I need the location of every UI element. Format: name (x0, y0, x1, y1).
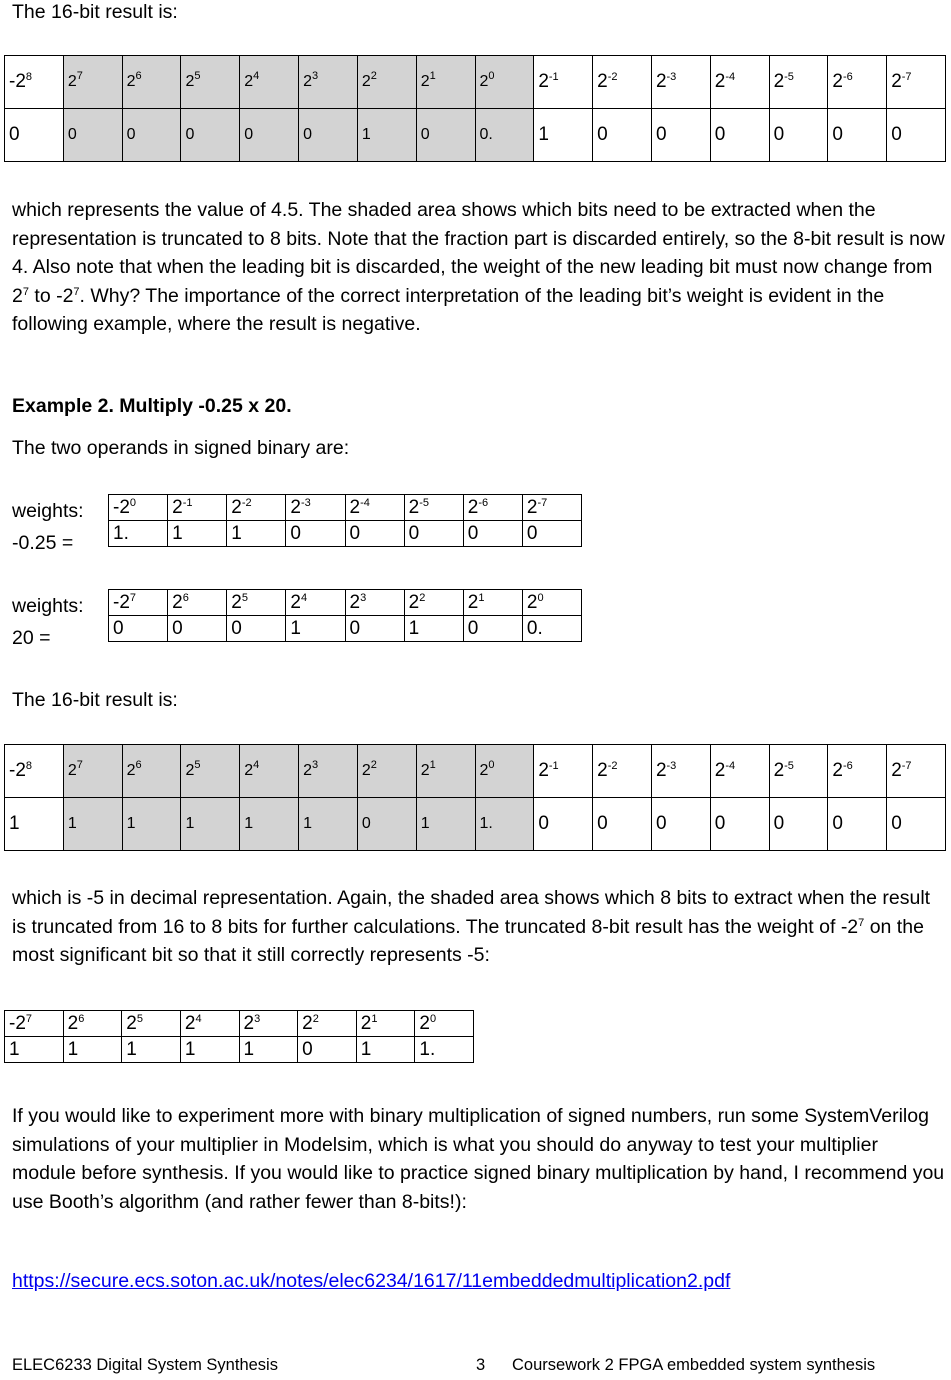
weight-cell (298, 1011, 357, 1037)
operand2-weights-label: weights: (12, 595, 84, 617)
weight-exponent: 3 (311, 70, 319, 82)
operands-intro: The two operands in signed binary are: (12, 437, 350, 459)
bit-value-cell: 0 (887, 109, 946, 162)
weight-base: -2 (9, 1012, 26, 1034)
weight-base: 2 (185, 73, 195, 90)
weight-exponent: 5 (241, 591, 248, 604)
weight-base: 2 (67, 762, 77, 779)
weight-exponent: -1 (548, 760, 559, 772)
weight-cell (227, 590, 286, 616)
weight-base: 2 (172, 496, 183, 518)
weight-base: 2 (303, 73, 312, 90)
weight-base: 2 (479, 73, 489, 90)
weight-cell (404, 495, 463, 521)
weight-exponent: 2 (370, 759, 377, 771)
weight-exponent: 6 (135, 70, 142, 82)
weight-cell (463, 590, 522, 616)
footer-page-number: 3 (476, 1356, 486, 1374)
bit-value-cell: 1 (63, 798, 122, 851)
bit-value-cell: 0 (887, 798, 946, 851)
bit-value-cell: 0 (122, 109, 181, 162)
weight-base: 2 (479, 762, 489, 779)
weight-cell (415, 1011, 474, 1037)
operand1-value-label: -0.25 = (12, 532, 74, 554)
weights-row (5, 1011, 474, 1037)
weight-exponent: 0 (488, 70, 495, 82)
weight-base: 2 (349, 496, 361, 518)
bit-value-cell: 0 (181, 109, 240, 162)
weight-cell (109, 495, 168, 521)
weight-base: -2 (113, 496, 130, 518)
weight-cell (475, 56, 534, 109)
weight-cell (534, 56, 593, 109)
weight-base: 2 (408, 591, 420, 613)
bit-value-cell: 1 (122, 1037, 181, 1063)
bit-value-cell: 0 (593, 109, 652, 162)
weight-exponent: 7 (129, 591, 137, 604)
weight-base: 2 (419, 1012, 430, 1034)
bit-value-cell: 0 (828, 798, 887, 851)
weight-base: 2 (349, 591, 361, 613)
weight-exponent: -7 (901, 71, 912, 83)
weight-exponent: 4 (195, 1012, 202, 1025)
weight-base: 2 (231, 496, 242, 518)
weight-base: 2 (231, 591, 242, 613)
bit-value-cell: 0 (345, 521, 404, 547)
weight-exponent: -6 (478, 496, 489, 509)
weight-exponent: -5 (784, 71, 794, 83)
bit-value-cell: 1 (534, 109, 593, 162)
weight-exponent: -5 (784, 760, 794, 772)
weight-base: 2 (185, 762, 195, 779)
weight-cell (63, 745, 122, 798)
bit-value-cell: 0 (240, 109, 299, 162)
weight-exponent: 2 (370, 70, 377, 82)
weight-base: 2 (832, 71, 843, 92)
weight-base: 2 (526, 496, 538, 518)
weight-cell (181, 56, 240, 109)
bit-value-cell: 1 (286, 616, 345, 642)
weight-cell (357, 745, 416, 798)
weight-cell (769, 745, 828, 798)
bit-value-cell: 1 (240, 798, 299, 851)
weight-cell (240, 56, 299, 109)
bit-value-cell: 1 (5, 798, 64, 851)
weight-base: 2 (290, 591, 301, 613)
weight-exponent: -6 (842, 760, 853, 772)
weight-cell (286, 590, 345, 616)
weight-exponent: 6 (135, 759, 142, 771)
weights-row (109, 590, 582, 616)
weight-cell (593, 56, 652, 109)
bit-value-cell: 0 (651, 109, 710, 162)
paragraph-truncation-explanation: which represents the value of 4.5. The shaded area shows which bits need to be extracted when the representation is truncated to 8 bits. Note that the fraction part is discarded entirely, so the 8-bit result is now 4. Also note that when the leading bit is discarded, the weight of the new leading bit must now change from $2^7$ to $-2^7$. Why? The importance of the correct interpretation of the leading bit’s weight is evident in the following example, where the result is negative. (12, 199, 945, 335)
weight-exponent: -4 (725, 760, 736, 772)
bit-value-cell: 1 (168, 521, 227, 547)
weight-exponent: 8 (25, 760, 33, 772)
weight-exponent: -4 (725, 71, 736, 83)
weight-base: 2 (538, 71, 549, 92)
weight-base: 2 (244, 73, 254, 90)
weight-cell (416, 745, 475, 798)
weight-exponent: 4 (253, 70, 260, 82)
bit-value-cell: 0 (710, 109, 769, 162)
bit-value-cell: 0 (109, 616, 168, 642)
bit-value-cell: 0 (5, 109, 64, 162)
bit-value-cell: 0 (404, 521, 463, 547)
weight-exponent: 8 (25, 71, 33, 83)
weight-exponent: 3 (360, 591, 367, 604)
weight-base: 2 (302, 1012, 313, 1034)
weight-exponent: -3 (666, 71, 677, 83)
weight-base: 2 (891, 760, 902, 781)
values-row (5, 798, 946, 851)
weight-cell (227, 495, 286, 521)
weight-cell (710, 745, 769, 798)
weight-exponent: -2 (607, 71, 618, 83)
weight-cell (887, 56, 946, 109)
operand1-table (108, 494, 582, 547)
weights-row (5, 745, 946, 798)
weight-exponent: 1 (478, 591, 485, 604)
weight-exponent: 7 (25, 1012, 33, 1025)
bit-value-cell: 1 (5, 1037, 64, 1063)
weight-cell (522, 590, 581, 616)
weight-base: 2 (597, 760, 608, 781)
weight-cell (63, 56, 122, 109)
weight-base: 2 (655, 71, 667, 92)
weight-base: 2 (67, 1012, 79, 1034)
booth-algorithm-link-line (12, 1269, 730, 1293)
weight-exponent: -2 (241, 496, 252, 509)
weight-base: 2 (243, 1012, 255, 1034)
weight-cell (286, 495, 345, 521)
bit-value-cell: 0 (534, 798, 593, 851)
weight-cell (345, 590, 404, 616)
weight-cell (239, 1011, 298, 1037)
bit-value-cell: 0 (828, 109, 887, 162)
weight-cell (122, 1011, 181, 1037)
bit-value-cell: 0 (463, 616, 522, 642)
weight-cell (769, 56, 828, 109)
weight-exponent: -4 (360, 496, 370, 509)
weight-cell (345, 495, 404, 521)
weight-base: 2 (361, 73, 371, 90)
bit-value-cell: 1. (109, 521, 168, 547)
bit-value-cell: 1. (475, 798, 534, 851)
weight-cell (299, 56, 358, 109)
weight-base: 2 (360, 1012, 372, 1034)
weight-exponent: 5 (194, 70, 201, 82)
weight-base: 2 (408, 496, 420, 518)
weight-cell (5, 1011, 64, 1037)
bit-value-cell: 1 (357, 109, 416, 162)
weight-cell (168, 495, 227, 521)
weight-exponent: 0 (488, 759, 495, 771)
weight-cell (404, 590, 463, 616)
weight-cell (180, 1011, 239, 1037)
weight-exponent: -3 (300, 496, 311, 509)
bit-value-cell: 0 (651, 798, 710, 851)
bit-value-cell: 1 (63, 1037, 122, 1063)
weight-cell (828, 745, 887, 798)
bit-value-cell: 0 (168, 616, 227, 642)
footer-course: ELEC6233 Digital System Synthesis (12, 1356, 278, 1374)
operand2-table (108, 589, 582, 642)
bit-value-cell: 0 (63, 109, 122, 162)
weight-base: -2 (9, 71, 26, 92)
result-table-2 (4, 744, 946, 851)
weight-base: 2 (467, 496, 479, 518)
weight-exponent: 2 (419, 591, 426, 604)
bit-value-cell: 0 (286, 521, 345, 547)
weight-cell (122, 56, 181, 109)
truncated-result-table (4, 1010, 474, 1063)
weights-row (109, 495, 582, 521)
weight-base: -2 (9, 760, 26, 781)
weight-exponent: -1 (548, 71, 559, 83)
values-row (5, 1037, 474, 1063)
weight-exponent: 3 (254, 1012, 261, 1025)
weight-base: 2 (597, 71, 608, 92)
weight-base: 2 (361, 762, 371, 779)
weight-base: 2 (773, 760, 785, 781)
example-2-title: Example 2. Multiply -0.25 x 20. (12, 395, 292, 417)
values-row (5, 109, 946, 162)
bit-value-cell: 0 (298, 1037, 357, 1063)
bit-value-cell: 0 (357, 798, 416, 851)
weight-base: 2 (184, 1012, 196, 1034)
weight-exponent: 0 (129, 496, 137, 509)
weight-exponent: 2 (312, 1012, 319, 1025)
weight-exponent: -1 (182, 496, 193, 509)
operand2-value-label: 20 = (12, 627, 51, 649)
weight-cell (475, 745, 534, 798)
weight-exponent: -6 (842, 71, 853, 83)
weight-base: 2 (126, 1012, 137, 1034)
weight-base: 2 (67, 73, 77, 90)
footer-coursework-title: Coursework 2 FPGA embedded system synthesis (512, 1356, 876, 1374)
weight-cell (5, 745, 64, 798)
weight-exponent: 3 (311, 759, 319, 771)
weight-exponent: 0 (537, 591, 544, 604)
weight-cell (463, 495, 522, 521)
weight-cell (651, 745, 710, 798)
weight-exponent: 5 (194, 759, 201, 771)
bit-value-cell: 0 (227, 616, 286, 642)
bit-value-cell: 1 (122, 798, 181, 851)
weight-exponent: 4 (300, 591, 308, 604)
weight-exponent: 0 (429, 1012, 437, 1025)
weight-base: 2 (126, 73, 136, 90)
weight-exponent: 1 (371, 1012, 378, 1025)
weight-base: 2 (832, 760, 843, 781)
weight-cell (63, 1011, 122, 1037)
bit-value-cell: 0 (463, 521, 522, 547)
bit-value-cell: 0 (416, 109, 475, 162)
weight-cell (299, 745, 358, 798)
weight-cell (5, 56, 64, 109)
weight-exponent: -3 (666, 760, 677, 772)
weight-base: 2 (467, 591, 479, 613)
bit-value-cell: 0 (769, 798, 828, 851)
bit-value-cell: 1 (227, 521, 286, 547)
weight-exponent: 7 (76, 70, 83, 82)
weight-cell (710, 56, 769, 109)
weight-cell (181, 745, 240, 798)
weight-cell (168, 590, 227, 616)
weight-cell (240, 745, 299, 798)
bit-value-cell: 0. (475, 109, 534, 162)
bit-value-cell: 1. (415, 1037, 474, 1063)
bit-value-cell: 0 (710, 798, 769, 851)
result-heading-2: The 16-bit result is: (12, 689, 178, 711)
bit-value-cell: 0 (593, 798, 652, 851)
weight-base: 2 (526, 591, 538, 613)
bit-value-cell: 1 (416, 798, 475, 851)
weight-cell (651, 56, 710, 109)
weight-base: 2 (290, 496, 301, 518)
weight-base: 2 (172, 591, 183, 613)
weight-cell (109, 590, 168, 616)
weight-exponent: 1 (429, 759, 436, 771)
weight-base: 2 (420, 73, 430, 90)
bit-value-cell: 0. (522, 616, 581, 642)
weight-base: 2 (714, 71, 726, 92)
operand1-weights-label: weights: (12, 500, 84, 522)
weight-base: 2 (655, 760, 667, 781)
weight-exponent: -5 (419, 496, 429, 509)
weight-base: 2 (303, 762, 312, 779)
paragraph-negative-result: which is -5 in decimal representation. Again, the shaded area shows which 8 bits to extract when the result is truncated from 16 to 8 bits for further calculations. The truncated 8-bit result has the weight of $-2^7$ on the most significant bit so that it still correctly represents -5: (12, 887, 931, 966)
weight-cell (534, 745, 593, 798)
booth-algorithm-link[interactable]: https://secure.ecs.soton.ac.uk/notes/elec6234/1617/11embeddedmultiplication2.pdf (12, 1270, 731, 1292)
paragraph-experiment: If you would like to experiment more with binary multiplication of signed numbers, run some SystemVerilog simulations of your multiplier in Modelsim, which is what you should do anyway to test your multiplier module before synthesis. If you would like to practice signed binary multiplication by hand, I recommend you use Booth’s algorithm (and rather fewer than 8-bits!): (12, 1105, 945, 1213)
bit-value-cell: 0 (522, 521, 581, 547)
weight-cell (357, 56, 416, 109)
weight-exponent: 4 (253, 759, 260, 771)
bit-value-cell: 1 (299, 798, 358, 851)
weight-base: 2 (126, 762, 136, 779)
weight-base: -2 (113, 591, 130, 613)
weights-row (5, 56, 946, 109)
result-heading-1: The 16-bit result is: (12, 1, 178, 23)
bit-value-cell: 1 (356, 1037, 415, 1063)
values-row (109, 616, 582, 642)
weight-exponent: 1 (429, 70, 436, 82)
weight-base: 2 (420, 762, 430, 779)
weight-base: 2 (538, 760, 549, 781)
bit-value-cell: 1 (239, 1037, 298, 1063)
bit-value-cell: 1 (404, 616, 463, 642)
weight-exponent: 5 (136, 1012, 143, 1025)
weight-cell (887, 745, 946, 798)
bit-value-cell: 0 (769, 109, 828, 162)
weight-cell (416, 56, 475, 109)
bit-value-cell: 1 (180, 1037, 239, 1063)
weight-exponent: 7 (76, 759, 83, 771)
weight-cell (828, 56, 887, 109)
result-table-1 (4, 55, 946, 162)
values-row (109, 521, 582, 547)
weight-base: 2 (244, 762, 254, 779)
weight-exponent: 6 (182, 591, 189, 604)
weight-base: 2 (714, 760, 726, 781)
weight-exponent: -2 (607, 760, 618, 772)
weight-cell (356, 1011, 415, 1037)
weight-cell (522, 495, 581, 521)
bit-value-cell: 0 (345, 616, 404, 642)
weight-exponent: -7 (901, 760, 912, 772)
weight-cell (593, 745, 652, 798)
bit-value-cell: 1 (181, 798, 240, 851)
weight-base: 2 (891, 71, 902, 92)
weight-cell (122, 745, 181, 798)
weight-exponent: 6 (78, 1012, 85, 1025)
weight-base: 2 (773, 71, 785, 92)
bit-value-cell: 0 (299, 109, 358, 162)
weight-exponent: -7 (537, 496, 548, 509)
